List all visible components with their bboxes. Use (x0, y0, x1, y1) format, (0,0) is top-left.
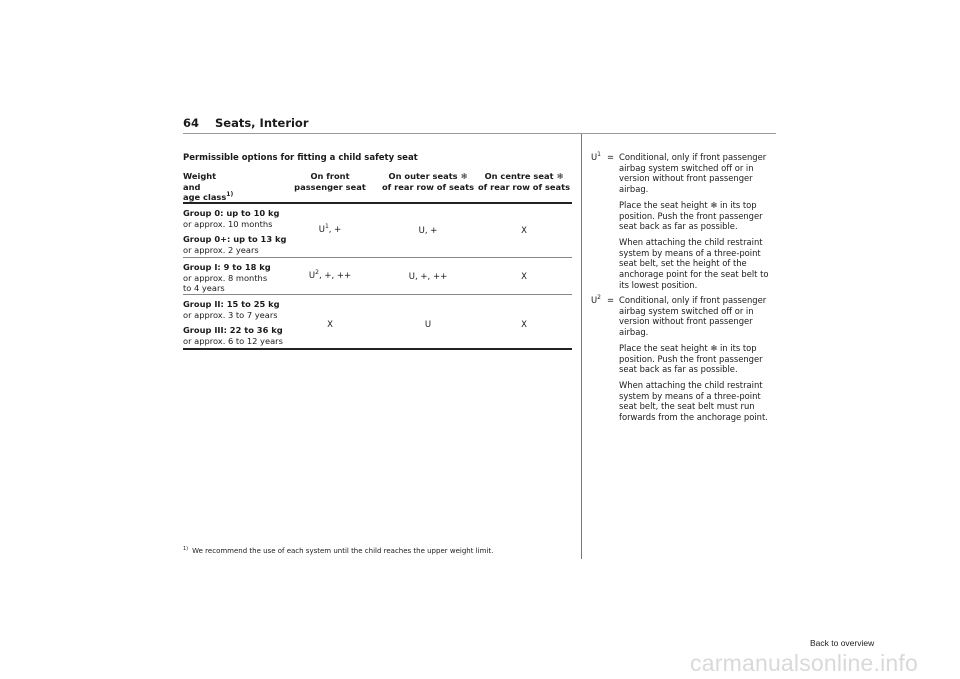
note-body (619, 152, 779, 295)
row-divider (183, 294, 572, 295)
back-to-overview-link[interactable]: Back to overview (810, 638, 875, 648)
note-superscript: 2 (597, 294, 601, 301)
footnote (183, 547, 493, 555)
table-title: Permissible options for fitting a child safety seat (183, 153, 418, 163)
header-line (183, 192, 233, 203)
cell-superscript: 2 (315, 269, 319, 276)
header-line: On front (310, 171, 350, 181)
cell-value: , +, ++ (318, 271, 352, 281)
cell-centre: X (521, 320, 527, 330)
header-line: Weight (183, 171, 217, 181)
group-age: or approx. 8 months (183, 272, 268, 283)
note-symbol: U (591, 295, 598, 305)
header-line: of rear row of seats (381, 181, 475, 192)
group-age: to 4 years (183, 283, 225, 294)
note-paragraph: Conditional, only if front passenger airbag system switched off or in version without front passenger airbag. (619, 152, 767, 195)
group-name: Group II: 15 to 25 kg (183, 299, 280, 309)
footnote-text: We recommend the use of each system until the child reaches the upper weight limit. (192, 547, 494, 555)
row-divider (183, 257, 572, 258)
header-line: On centre seat ❄ (484, 171, 564, 181)
header-line: passenger seat (294, 181, 366, 192)
cell-value: , + (328, 225, 342, 235)
cell-value: X (327, 320, 333, 330)
note-symbol: U (591, 152, 598, 162)
note-body (619, 295, 779, 428)
cell-front (290, 271, 370, 281)
group-name: Group 0: up to 10 kg (183, 208, 280, 218)
page-title: Seats, Interior (215, 116, 309, 130)
group-age: or approx. 3 to 7 years (183, 309, 278, 320)
note-equals: = (607, 295, 615, 305)
page-number: 64 (183, 116, 200, 130)
note-key (591, 152, 601, 162)
note-equals: = (607, 152, 615, 162)
cell-superscript: 1 (324, 223, 329, 230)
column-header-weight (183, 171, 233, 203)
watermark (0, 650, 960, 677)
group-name: Group III: 22 to 36 kg (183, 325, 283, 336)
column-divider (581, 134, 582, 559)
header-line: On outer seats ❄ (388, 171, 468, 181)
page-header (183, 116, 309, 130)
cell-centre: X (521, 272, 527, 282)
group-name: Group 0+: up to 13 kg (183, 234, 287, 245)
group-age: or approx. 6 to 12 years (183, 335, 283, 346)
footnote-marker: 1) (183, 546, 189, 552)
table-row (183, 299, 283, 346)
watermark-text: carmanualsonline.info (690, 650, 918, 676)
note-superscript: 1 (597, 151, 601, 158)
cell-outer: U, + (418, 226, 438, 236)
cell-value: U (308, 271, 316, 281)
column-header-centre (476, 171, 572, 192)
footnote-marker: 1) (226, 191, 234, 198)
note-paragraph: When attaching the child restraint system by means of a three-point seat belt, the seat belt must run forwards from the anchorage point. (619, 379, 768, 423)
note-key (591, 295, 601, 305)
cell-centre: X (521, 226, 527, 236)
cell-outer: U, +, ++ (408, 272, 448, 282)
table-bottom-rule (183, 348, 572, 350)
table-row (183, 208, 286, 255)
group-age: or approx. 10 months (183, 218, 273, 229)
header-divider (183, 133, 776, 134)
note-paragraph: Conditional, only if front passenger airbag system switched off or in version without front passenger airbag. (619, 295, 767, 338)
group-name: Group I: 9 to 18 kg (183, 262, 271, 272)
table-row (183, 262, 271, 294)
column-header-outer (380, 171, 476, 192)
cell-front (290, 320, 370, 330)
header-line: of rear row of seats (477, 181, 571, 192)
cell-outer: U (424, 320, 432, 330)
note-paragraph: When attaching the child restraint system by means of a three-point seat belt, set the height of the anchorage point for the seat belt to its lowest position. (619, 236, 769, 290)
table-header-rule (183, 202, 572, 204)
cell-value: U (318, 225, 325, 235)
note-paragraph: Place the seat height ❄ in its top position. Push the front passenger seat back as far as possible. (619, 342, 763, 375)
column-header-front (290, 171, 370, 192)
header-line: and (183, 181, 201, 192)
group-age: or approx. 2 years (183, 244, 259, 255)
note-paragraph: Place the seat height ❄ in its top position. Push the front passenger seat back as far as possible. (619, 199, 763, 232)
header-text: age class (183, 192, 227, 202)
cell-front (290, 225, 370, 235)
